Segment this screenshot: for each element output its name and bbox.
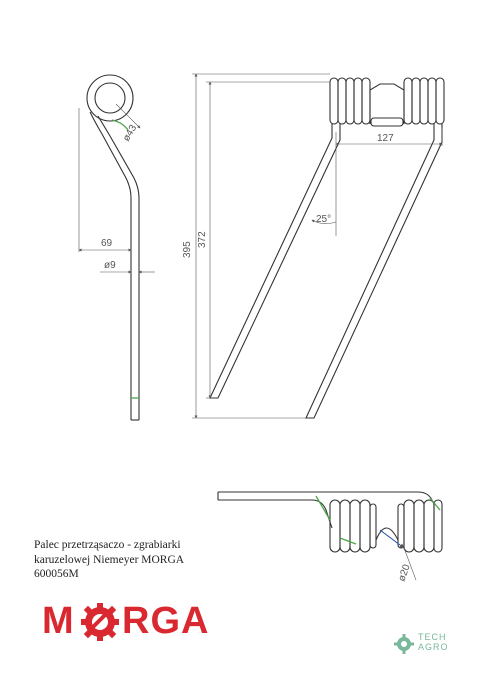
techagro-logo <box>394 632 464 658</box>
coil-width-label: 127 <box>377 133 394 144</box>
gear-icon <box>394 634 414 654</box>
front-view-dimensions <box>192 74 442 418</box>
coil-diameter-label: ø43 <box>121 123 140 144</box>
caption-line-2: karuzelowej Niemeyer MORGA <box>34 553 185 566</box>
angle-label: 25° <box>316 214 332 225</box>
morga-logo <box>40 596 220 646</box>
front-view <box>210 78 444 418</box>
side-view-dimensions <box>79 104 155 272</box>
part-description <box>34 538 254 582</box>
wire-diameter-label: ø9 <box>104 260 116 271</box>
logo-letters-rga: RGA <box>122 600 210 642</box>
techagro-word-tech: TECH <box>418 632 447 642</box>
leg-height-label: 372 <box>197 231 208 248</box>
logo-letter-m: M <box>42 600 75 642</box>
caption-line-3: 600056M <box>34 568 79 580</box>
techagro-word-agro: AGRO <box>418 642 449 652</box>
total-height-label: 395 <box>182 241 193 258</box>
gear-wrench-icon <box>80 602 120 642</box>
offset-label: 69 <box>101 238 113 249</box>
inner-diameter-label: ø20 <box>396 563 413 584</box>
caption-line-1: Palec przetrząsaczo - zgrabiarki <box>34 539 181 551</box>
